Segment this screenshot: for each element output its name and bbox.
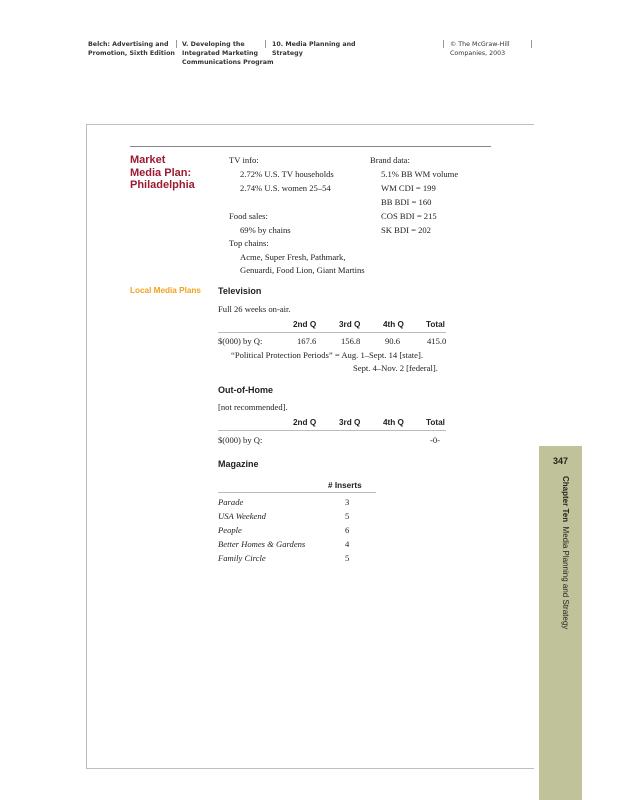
top-chains-item: Genuardi, Food Lion, Giant Martins [240, 265, 365, 275]
column-header: 2nd Q [293, 418, 317, 427]
ooh-heading: Out-of-Home [218, 385, 273, 395]
column-header: 2nd Q [293, 320, 317, 329]
brand-data-item: WM CDI = 199 [381, 183, 436, 193]
row-label: $(000) by Q: [218, 435, 263, 445]
chapter-running-title [561, 476, 570, 629]
television-note: Full 26 weeks on-air. [218, 304, 291, 314]
table-cell: -0- [430, 435, 441, 445]
table-cell: 90.6 [385, 336, 401, 346]
top-chains-item: Acme, Super Fresh, Pathmark, [240, 252, 346, 262]
magazine-inserts: 5 [345, 553, 350, 563]
food-sales-item: 69% by chains [240, 225, 291, 235]
top-rule [130, 146, 491, 147]
magazine-inserts: 5 [345, 511, 350, 521]
section-title: Market Media Plan: Philadelphia [130, 154, 195, 191]
magazine-name: Family Circle [218, 553, 266, 563]
magazine-name: People [218, 525, 242, 535]
chapter-label: Chapter Ten [561, 476, 570, 523]
brand-data-label: Brand data: [370, 155, 410, 165]
header-part-title: V. Developing the Integrated Marketing Communications Program [182, 41, 274, 67]
magazine-inserts: 3 [345, 497, 350, 507]
magazine-inserts: 4 [345, 539, 350, 549]
column-header: 3rd Q [339, 418, 361, 427]
top-chains-label: Top chains: [229, 238, 269, 248]
table-cell: 415.0 [427, 336, 447, 346]
magazine-name: Parade [218, 497, 244, 507]
brand-data-item: BB BDI = 160 [381, 197, 432, 207]
table-cell: 156.8 [341, 336, 361, 346]
header-divider [531, 40, 532, 48]
column-header: 3rd Q [339, 320, 361, 329]
magazine-heading: Magazine [218, 459, 259, 469]
ooh-note: [not recommended]. [218, 402, 288, 412]
header-divider [176, 40, 177, 48]
header-divider [265, 40, 266, 48]
header-book-title: Belch: Advertising and Promotion, Sixth Edition [88, 41, 175, 58]
tv-info-label: TV info: [229, 155, 259, 165]
page-number: 347 [552, 456, 569, 466]
tv-info-item: 2.74% U.S. women 25–54 [240, 183, 331, 193]
row-label: $(000) by Q: [218, 336, 263, 346]
brand-data-item: SK BDI = 202 [381, 225, 431, 235]
header-divider [443, 40, 444, 48]
page-frame [86, 124, 534, 769]
food-sales-label: Food sales: [229, 211, 268, 221]
political-note: “Political Protection Periods” = Aug. 1–Sept. 14 [state]. [231, 350, 423, 360]
political-note: Sept. 4–Nov. 2 [federal]. [353, 363, 438, 373]
header-copyright: © The McGraw-Hill Companies, 2003 [450, 41, 510, 58]
table-rule [218, 492, 376, 493]
header-chapter-title: 10. Media Planning and Strategy [272, 41, 356, 58]
television-heading: Television [218, 286, 262, 296]
column-header: Total [426, 418, 445, 427]
table-rule [218, 430, 446, 431]
brand-data-item: 5.1% BB WM volume [381, 169, 459, 179]
brand-data-item: COS BDI = 215 [381, 211, 437, 221]
column-header: # Inserts [328, 481, 362, 490]
magazine-name: USA Weekend [218, 511, 266, 521]
table-cell: 167.6 [297, 336, 317, 346]
local-media-plans-label: Local Media Plans [130, 286, 201, 295]
magazine-inserts: 6 [345, 525, 350, 535]
tv-info-item: 2.72% U.S. TV households [240, 169, 334, 179]
column-header: Total [426, 320, 445, 329]
column-header: 4th Q [383, 418, 404, 427]
column-header: 4th Q [383, 320, 404, 329]
magazine-name: Better Homes & Gardens [218, 539, 306, 549]
table-rule [218, 332, 446, 333]
chapter-title: Media Planning and Strategy [561, 526, 570, 630]
